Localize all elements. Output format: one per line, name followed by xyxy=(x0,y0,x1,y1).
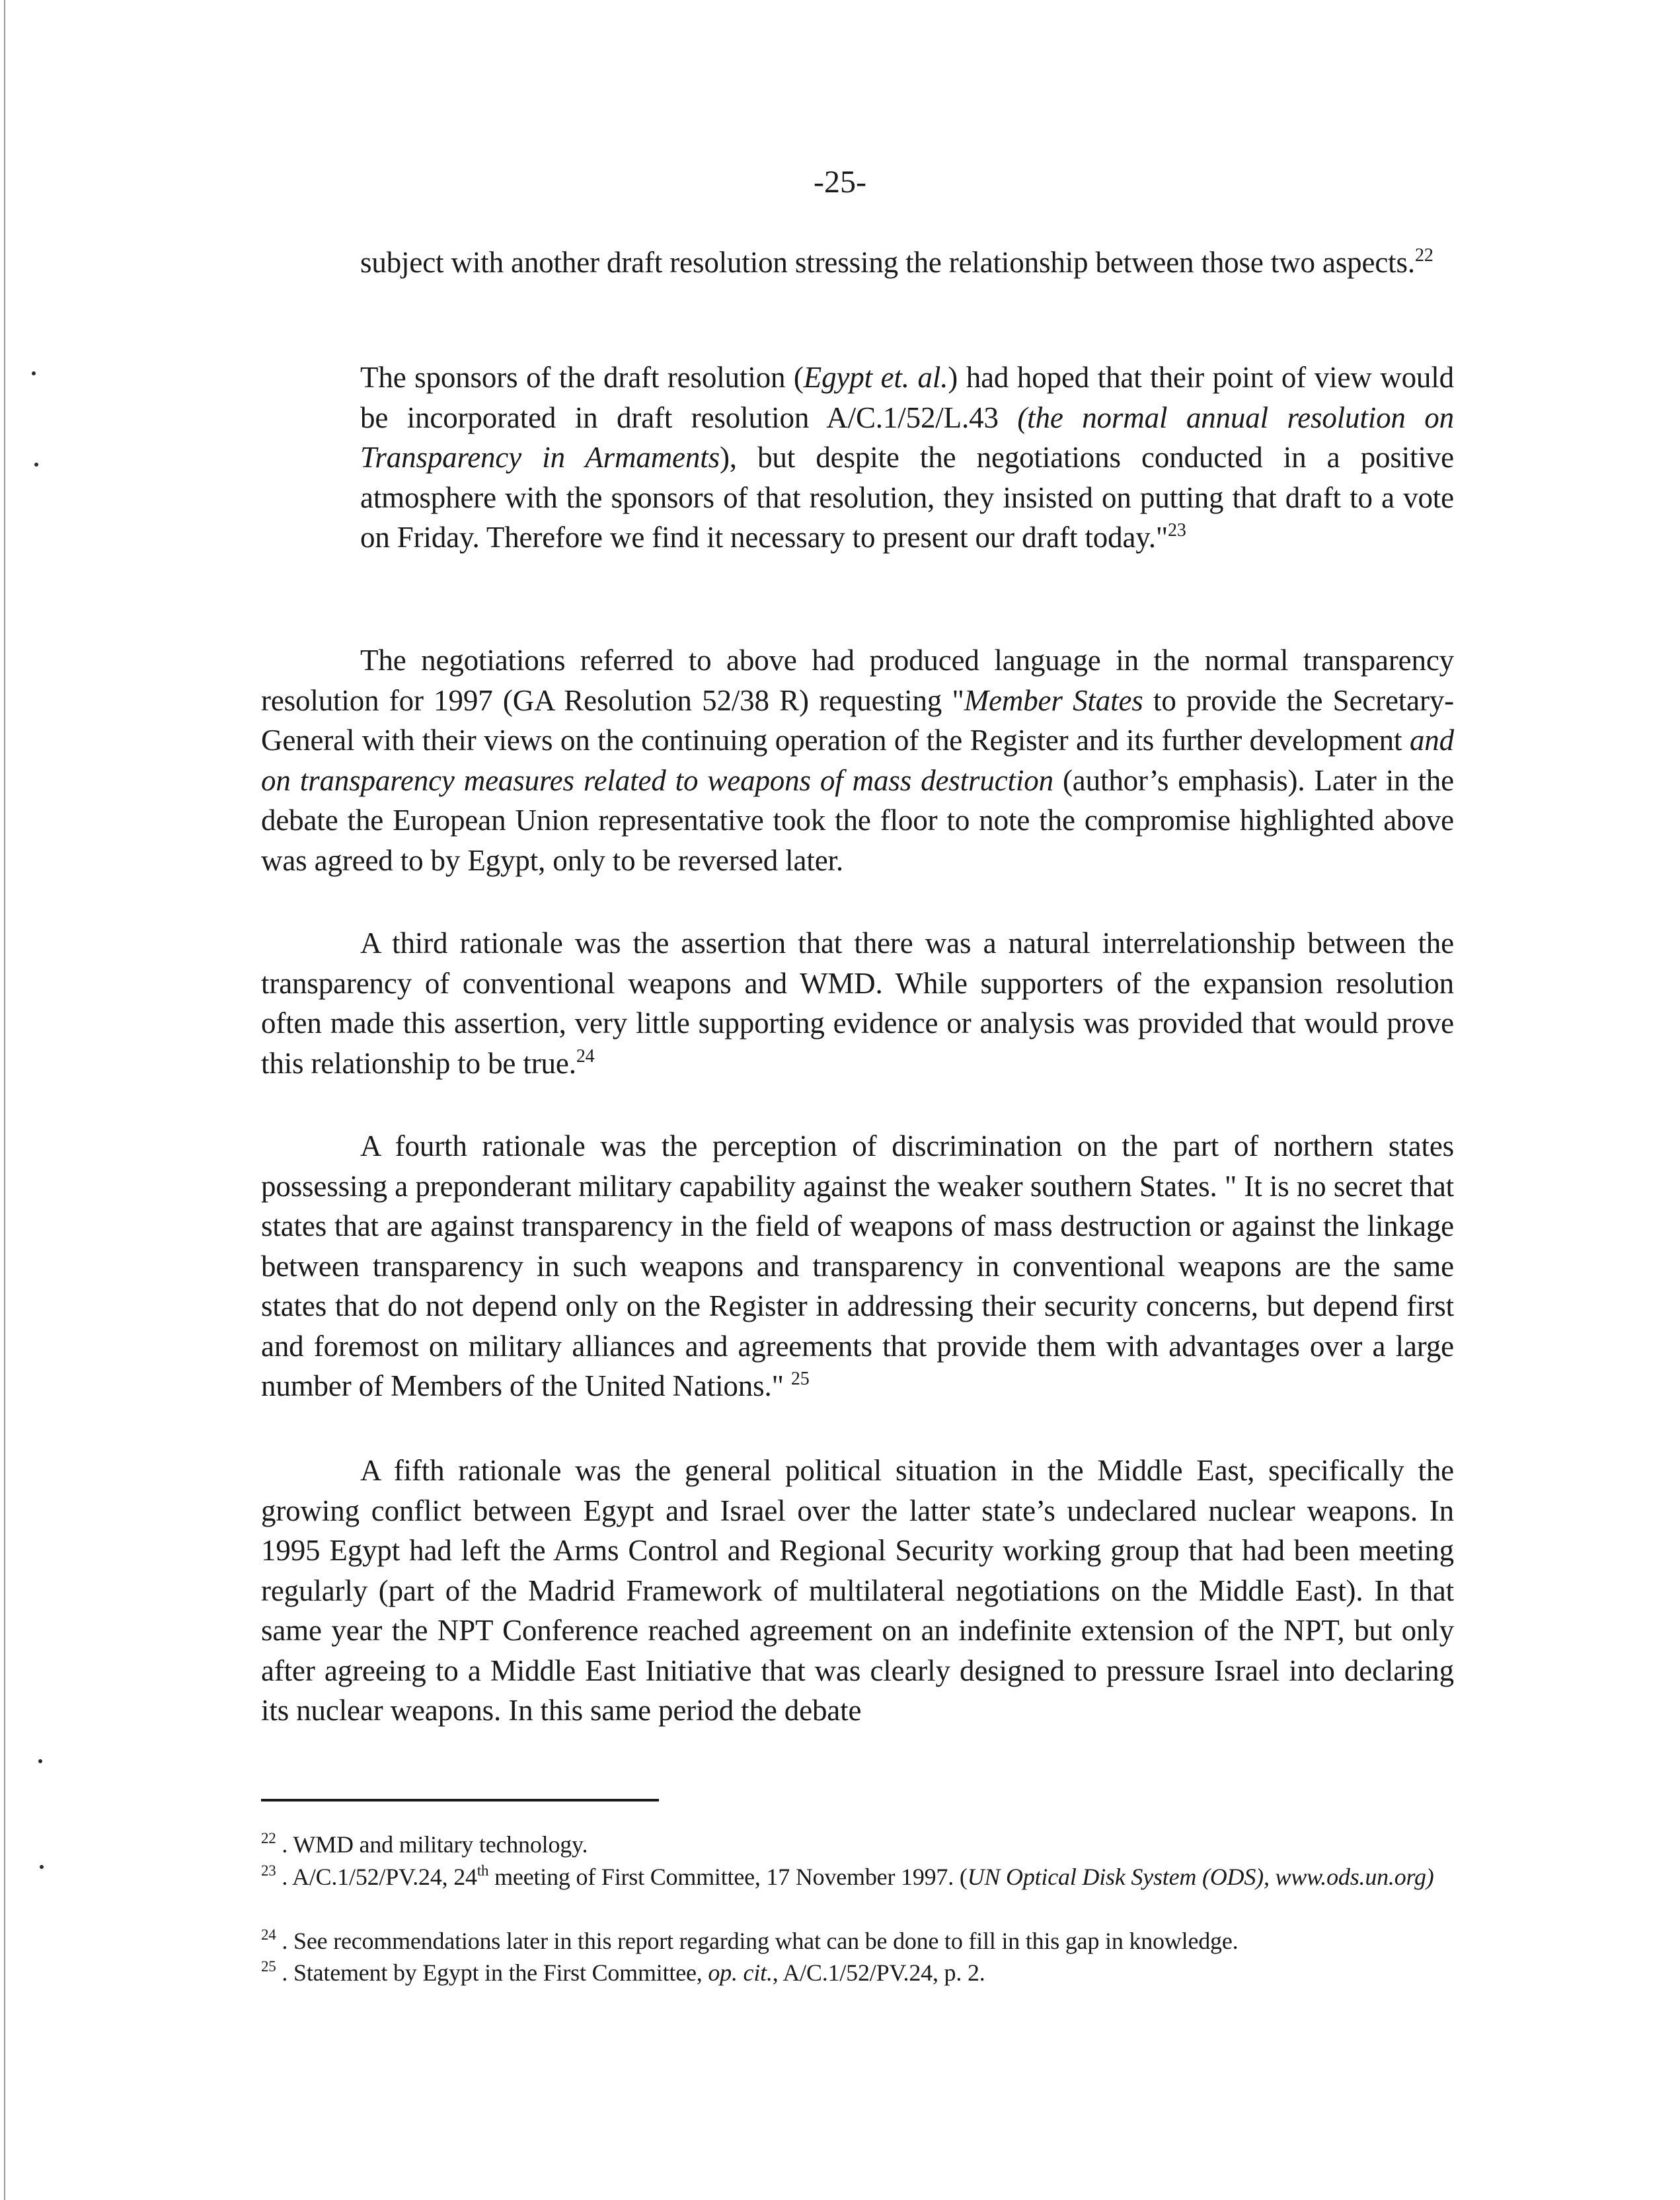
superscript-ref: 23 xyxy=(1168,520,1186,541)
scan-speck xyxy=(40,1865,44,1869)
text-run: (author’s emphasis). Later in the debate the European Union representative took the floor to note the compromise highlighted above was agreed to by Egypt, only to be reversed later. xyxy=(261,763,1454,877)
italic-text: UN Optical Disk System (ODS), www.ods.un.org) xyxy=(967,1864,1434,1890)
text-run: . WMD and military technology. xyxy=(276,1831,588,1858)
superscript-ref: th xyxy=(477,1862,489,1879)
text-run: to provide the Secretary-General with their views on the continuing operation of the Register and its further development xyxy=(261,683,1455,757)
scan-speck xyxy=(38,1759,42,1763)
text-run: A fourth rationale was the perception of discrimination on the part of northern states possessing a preponderant military capability against the weaker southern States. " It is no secret that states that are against transparency in the field of weapons of mass destruction or against the linkage between transparency in such weapons and transparency in conventional weapons are the same states that do not depend only on the Register in addressing their security concerns, but depend first and foremost on military alliances and agreements that provide them with advantages over a large number of Members of the United Nations." xyxy=(261,1129,1454,1402)
text-run: meeting of First Committee, 17 November 1997. ( xyxy=(488,1864,968,1890)
text-run: ), but despite the negotiations conducted in a positive atmosphere with the sponsors of that resolution, they insisted on putting that draft to a vote on Friday. Therefore we find it necessary to present our draft today." xyxy=(360,441,1454,554)
footnote-separator xyxy=(261,1799,659,1802)
scan-speck xyxy=(32,371,36,375)
text-run: ) had hoped that their point of view would be incorporated in draft resolution A/C.1/52/L.43 xyxy=(360,361,1454,434)
footnote-25 xyxy=(261,1957,1454,1989)
italic-text: Egypt et. al. xyxy=(803,361,948,394)
italic-text: (the normal annual resolution on Transparency in Armaments xyxy=(360,400,1455,474)
text-run: . Statement by Egypt in the First Committee, xyxy=(276,1959,708,1986)
text-run: . A/C.1/52/PV.24, 24 xyxy=(276,1864,477,1890)
page-number: -25- xyxy=(814,165,866,200)
footnote-23 xyxy=(261,1862,1454,1893)
superscript-ref: 24 xyxy=(261,1926,276,1943)
superscript-ref: 25 xyxy=(261,1958,276,1975)
superscript-ref: 22 xyxy=(261,1830,276,1846)
paragraph-continuation xyxy=(360,243,1454,283)
footnote-24 xyxy=(261,1926,1454,1957)
superscript-ref: 25 xyxy=(790,1369,810,1389)
text-run: , A/C.1/52/PV.24, p. 2. xyxy=(772,1959,985,1986)
superscript-ref: 24 xyxy=(576,1045,595,1067)
paragraph-third-rationale xyxy=(261,923,1454,1083)
paragraph-fourth-rationale xyxy=(261,1126,1454,1406)
scan-edge-line xyxy=(4,0,5,2200)
superscript-ref: 23 xyxy=(261,1862,276,1879)
italic-text: op. cit. xyxy=(708,1959,773,1986)
text-run: A fifth rationale was the general political situation in the Middle East, specifically the growing conflict between Egypt and Israel over the latter state’s undeclared nuclear weapons. In 1995 Egypt had left the Arms Control and Regional Security working group that had been meeting regularly (part of the Madrid Framework of multilateral negotiations on the Middle East). In that same year the NPT Conference reached agreement on an indefinite extension of the NPT, but only after agreeing to a Middle East Initiative that was clearly designed to pressure Israel into declaring its nuclear weapons. In this same period the debate xyxy=(261,1454,1454,1727)
footnote-22 xyxy=(261,1829,1454,1860)
text-run: . See recommendations later in this report regarding what can be done to fill in this gap in knowledge. xyxy=(276,1928,1239,1954)
italic-text: Member States xyxy=(964,683,1143,717)
scan-speck xyxy=(34,463,38,467)
paragraph-block-quote xyxy=(360,358,1454,558)
text-run: subject with another draft resolution stressing the relationship between those two aspects. xyxy=(360,246,1415,279)
text-run: The negotiations referred to above had produced language in the normal transparency resolution for 1997 (GA Resolution 52/38 R) requesting " xyxy=(261,644,1454,717)
paragraph-negotiations xyxy=(261,640,1454,880)
text-run: The sponsors of the draft resolution ( xyxy=(360,361,804,394)
superscript-ref: 22 xyxy=(1414,245,1433,266)
text-run: A third rationale was the assertion that there was a natural interrelationship between the transparency of conventional weapons and WMD. While supporters of the expansion resolution often made this assertion, very little supporting evidence or analysis was provided that would prove this relationship to be true. xyxy=(261,927,1454,1080)
paragraph-fifth-rationale xyxy=(261,1451,1454,1731)
italic-text: and on transparency measures related to weapons of mass destruction xyxy=(261,724,1454,797)
